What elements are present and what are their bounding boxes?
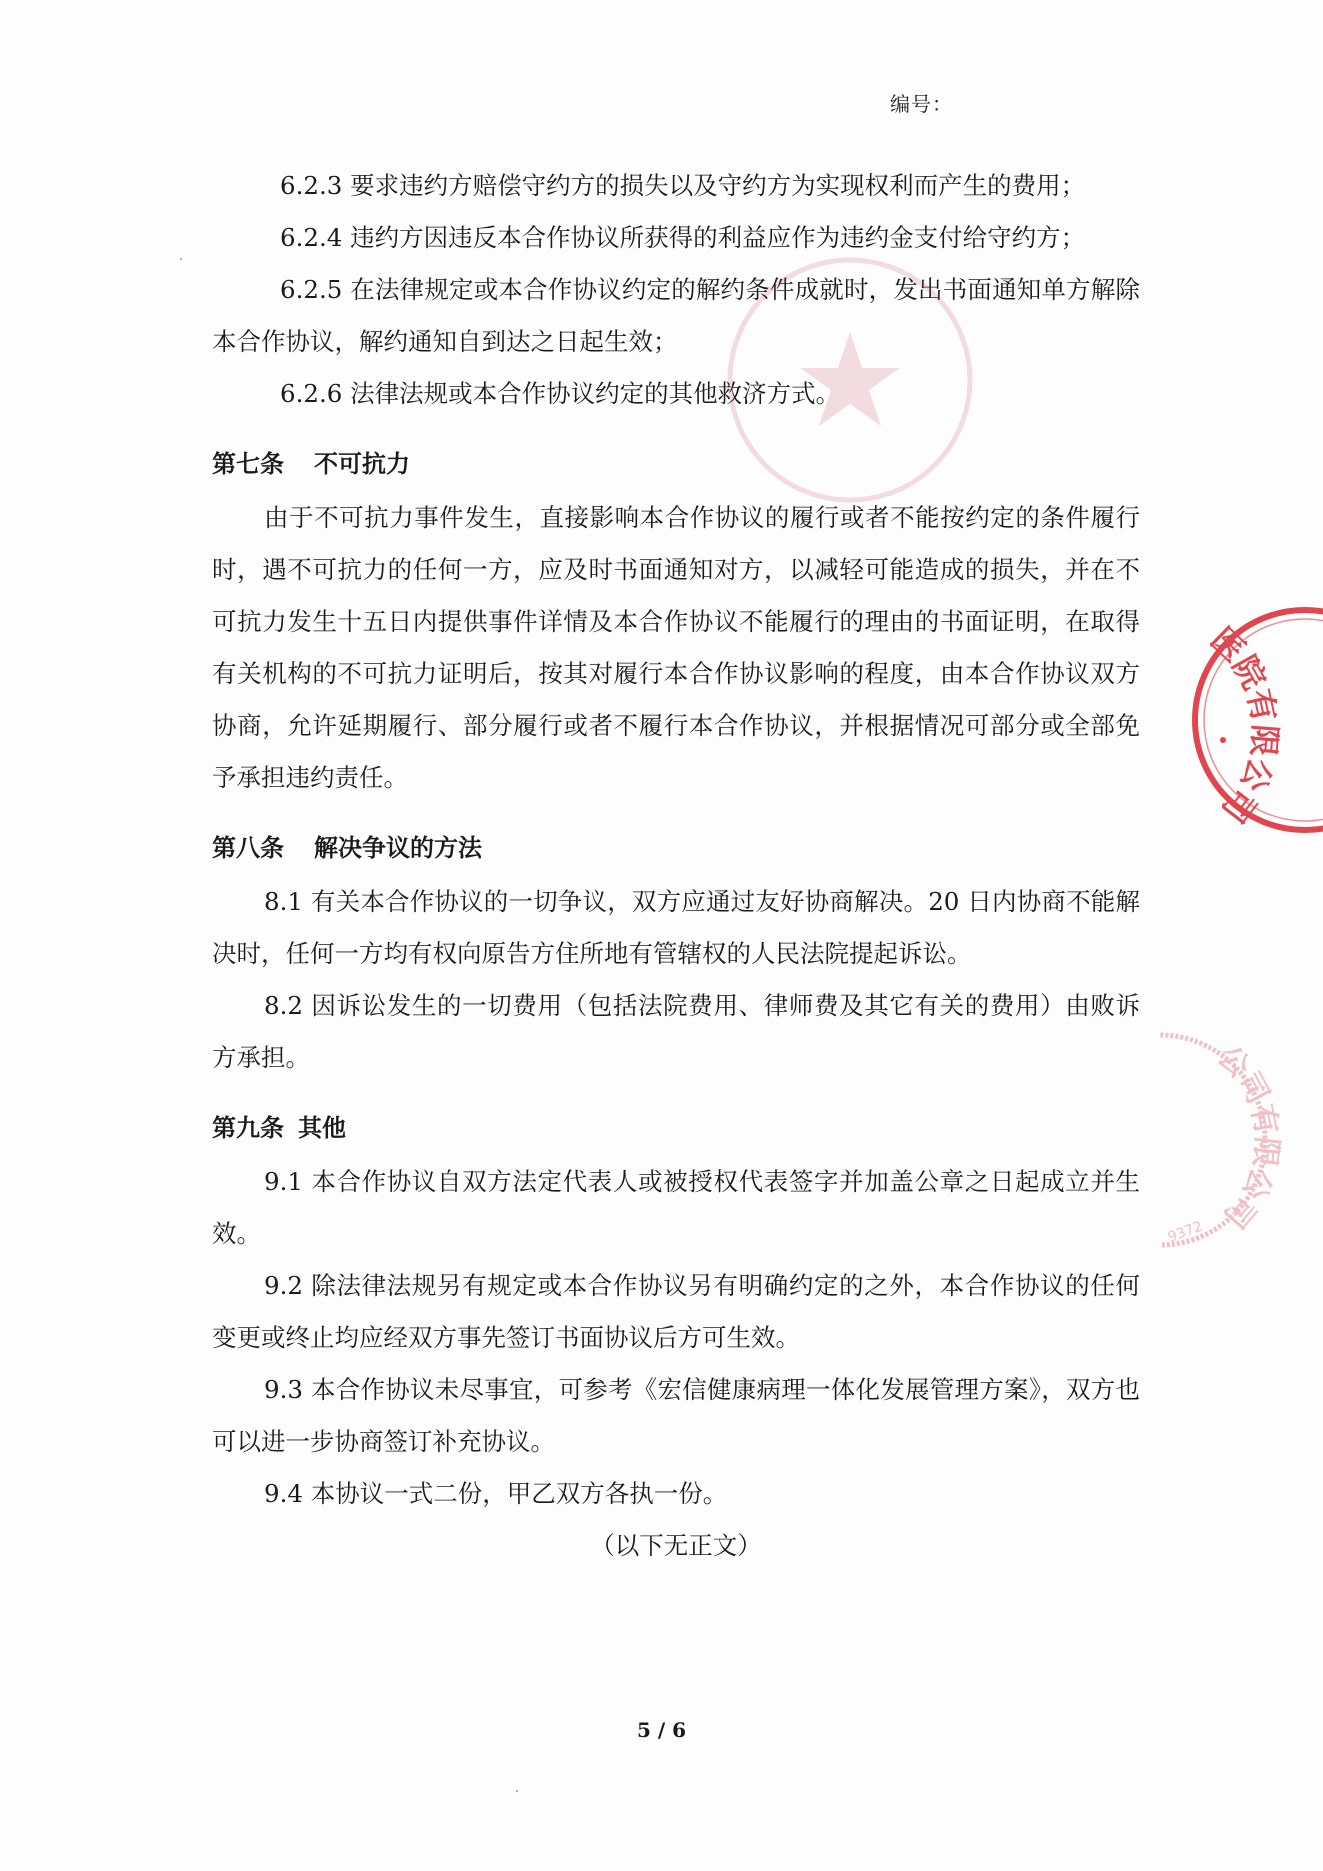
scan-artifact [180, 258, 182, 260]
svg-text:医院有限公司 [1203, 620, 1284, 830]
clause-9-4: 9.4 本协议一式二份，甲乙双方各执一份。 [264, 1479, 728, 1508]
svg-text:公司有限公司 [1210, 1039, 1284, 1234]
partial-seal-number: 9372 [1165, 1218, 1205, 1246]
article-7-paragraph: 由于不可抗力事件发生，直接影响本合作协议的履行或者不能按约定的条件履行时，遇不可抗力的任何一方，应及时书面通知对方，以减轻可能造成的损失，并在不可抗力发生十五日内提供事件详情及本合作协议不能履行的理由的书面证明，在取得有关机构的不可抗力证明后，按其对履行本合作协议影响的程度，由本合作协议双方协商，允许延期履行、部分履行或者不履行本合作协议，并根据情况可部分或全部免予承担违约责任。 [212, 503, 1140, 792]
clause-9-1: 9.1 本合作协议自双方法定代表人或被授权代表签字并加盖公章之日起成立并生效。 [212, 1167, 1140, 1248]
article-7-heading [212, 438, 1140, 490]
article-7-title: 不可抗力 [314, 450, 410, 478]
clause-8-1: 8.1 有关本合作协议的一切争议，双方应通过友好协商解决。20 日内协商不能解决时，任何一方均有权向原告方住所地有管辖权的人民法院提起诉讼。 [212, 887, 1140, 968]
clause-6-2-5: 6.2.5 在法律规定或本合作协议约定的解约条件成就时，发出书面通知单方解除本合作协议，解约通知自到达之日起生效； [212, 275, 1140, 356]
clause-9-3: 9.3 本合作协议未尽事宜，可参考《宏信健康病理一体化发展管理方案》，双方也可以进一步协商签订补充协议。 [212, 1375, 1140, 1456]
article-7-number: 第七条 [212, 450, 284, 478]
article-9-title: 其他 [298, 1114, 346, 1142]
partial-seal-text: 公司有限公司 [1210, 1039, 1285, 1235]
page-number: 5 / 6 [636, 1718, 687, 1742]
article-8-number: 第八条 [212, 834, 284, 862]
article-8-heading [212, 822, 1140, 874]
document-body [212, 160, 1140, 1572]
doc-number-label: 编号： [890, 92, 953, 116]
end-of-text-note: （以下无正文） [590, 1531, 762, 1560]
clause-6-2-6: 6.2.6 法律法规或本合作协议约定的其他救济方式。 [280, 379, 841, 408]
clause-6-2-4: 6.2.4 违约方因违反本合作协议所获得的利益应作为违约金支付给守约方； [280, 223, 1086, 252]
article-9-number: 第九条 [212, 1114, 284, 1142]
partial-seal-icon [1160, 1030, 1323, 1250]
article-8-title: 解决争议的方法 [314, 834, 482, 862]
company-seal-text: 医院有限公司 [1203, 619, 1285, 830]
clause-9-2: 9.2 除法律法规另有规定或本合作协议另有明确约定的之外，本合作协议的任何变更或终止均应经双方事先签订书面协议后方可生效。 [212, 1271, 1140, 1352]
article-9-heading [212, 1102, 1140, 1154]
scan-artifact [516, 1790, 518, 1792]
clause-6-2-3: 6.2.3 要求违约方赔偿守约方的损失以及守约方为实现权利而产生的费用； [280, 171, 1086, 200]
company-seal-icon [1185, 600, 1323, 840]
clause-8-2: 8.2 因诉讼发生的一切费用（包括法院费用、律师费及其它有关的费用）由败诉方承担。 [212, 991, 1140, 1072]
